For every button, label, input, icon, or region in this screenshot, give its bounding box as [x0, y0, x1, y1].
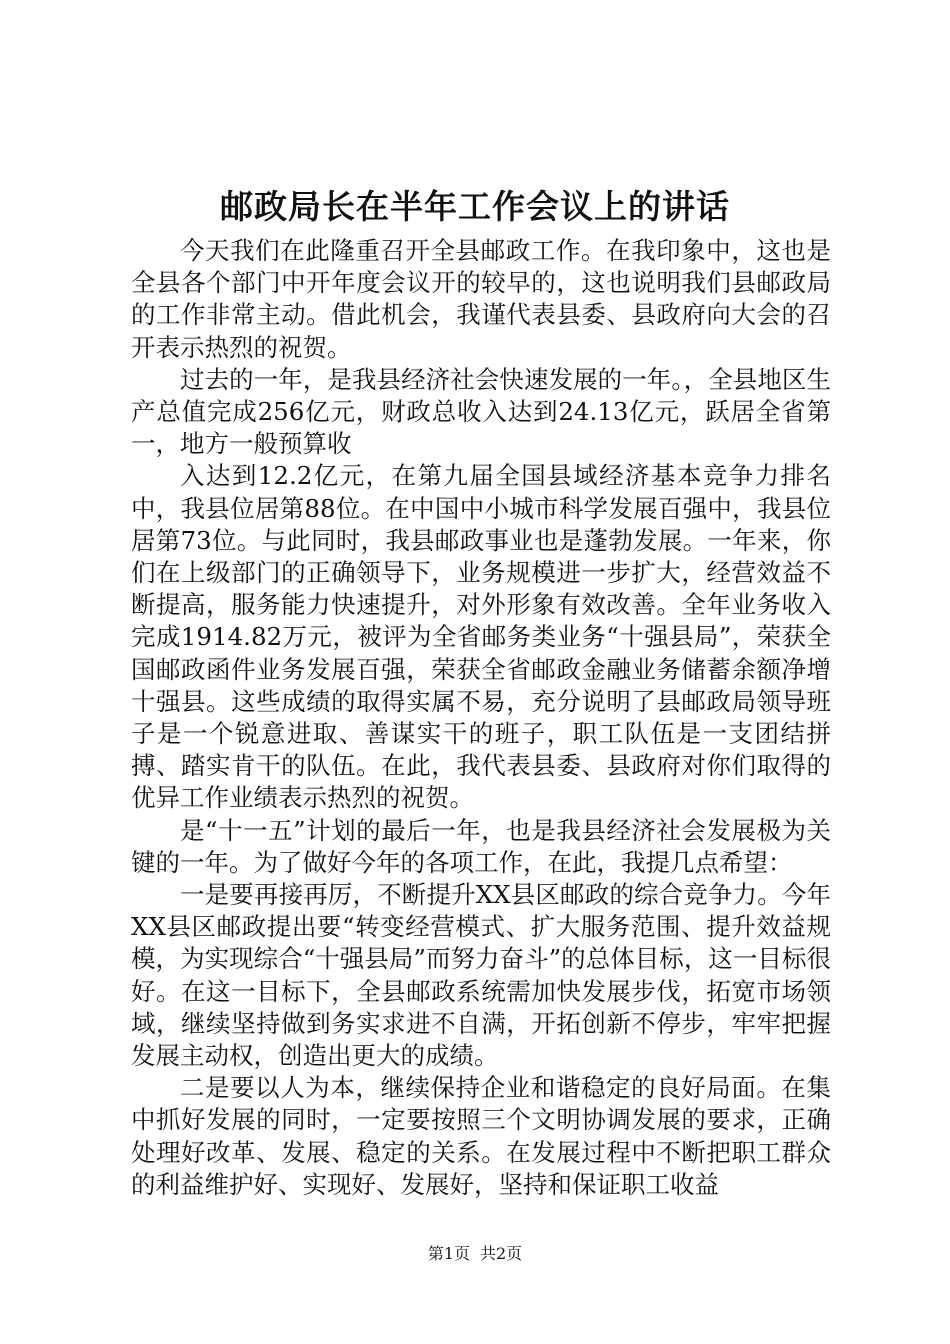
page-total: 共2页	[480, 1244, 523, 1263]
page-number: 第1页	[427, 1244, 470, 1263]
page-footer	[0, 1244, 950, 1264]
paragraph-hopes-intro: 是“十一五”计划的最后一年，也是我县经济社会发展极为关键的一年。为了做好今年的各项工作，在此，我提几点希望：	[131, 815, 831, 877]
document-title: 邮政局长在半年工作会议上的讲话	[220, 187, 730, 226]
paragraph-opening: 今天我们在此隆重召开全县邮政工作。在我印象中，这也是全县各个部门中开年度会议开的较早的，这也说明我们县邮政局的工作非常主动。借此机会，我谨代表县委、县政府向大会的召开表示热烈的祝贺。	[131, 236, 831, 362]
paragraph-hope-one: 一是要再接再厉，不断提升XX县区邮政的综合竞争力。今年XX县区邮政提出要“转变经营模式、扩大服务范围、提升效益规模，为实现综合“十强县局”而努力奋斗”的总体目标，这一目标很好。在这一目标下，全县邮政系统需加快发展步伐，拓宽市场领域，继续坚持做到务实求进不自满，开拓创新不停步，牢牢把握发展主动权，创造出更大的成绩。	[131, 880, 831, 1071]
document-body	[131, 235, 831, 1201]
paragraph-hope-two: 二是要以人为本，继续保持企业和谐稳定的良好局面。在集中抓好发展的同时，一定要按照三个文明协调发展的要求，正确处理好改革、发展、稳定的关系。在发展过程中不断把职工群众的利益维护好、实现好、发展好，坚持和保证职工收益	[131, 1073, 831, 1199]
paragraph-achievements: 入达到12.2亿元，在第九届全国县域经济基本竞争力排名中，我县位居第88位。在中国中小城市科学发展百强中，我县位居第73位。与此同时，我县邮政事业也是蓬勃发展。一年来，你们在上级部门的正确领导下，业务规模进一步扩大，经营效益不断提高，服务能力快速提升，对外形象有效改善。全年业务收入完成1914.82万元，被评为全省邮务类业务“十强县局”，荣获全国邮政函件业务发展百强，荣获全省邮政金融业务储蓄余额净增十强县。这些成绩的取得实属不易，充分说明了县邮政局领导班子是一个锐意进取、善谋实干的班子，职工队伍是一支团结拼搏、踏实肯干的队伍。在此，我代表县委、县政府对你们取得的优异工作业绩表示热烈的祝贺。	[131, 461, 831, 813]
paragraph-review: 过去的一年，是我县经济社会快速发展的一年。，全县地区生产总值完成256亿元，财政总收入达到24.13亿元，跃居全省第一，地方一般预算收	[131, 364, 831, 459]
